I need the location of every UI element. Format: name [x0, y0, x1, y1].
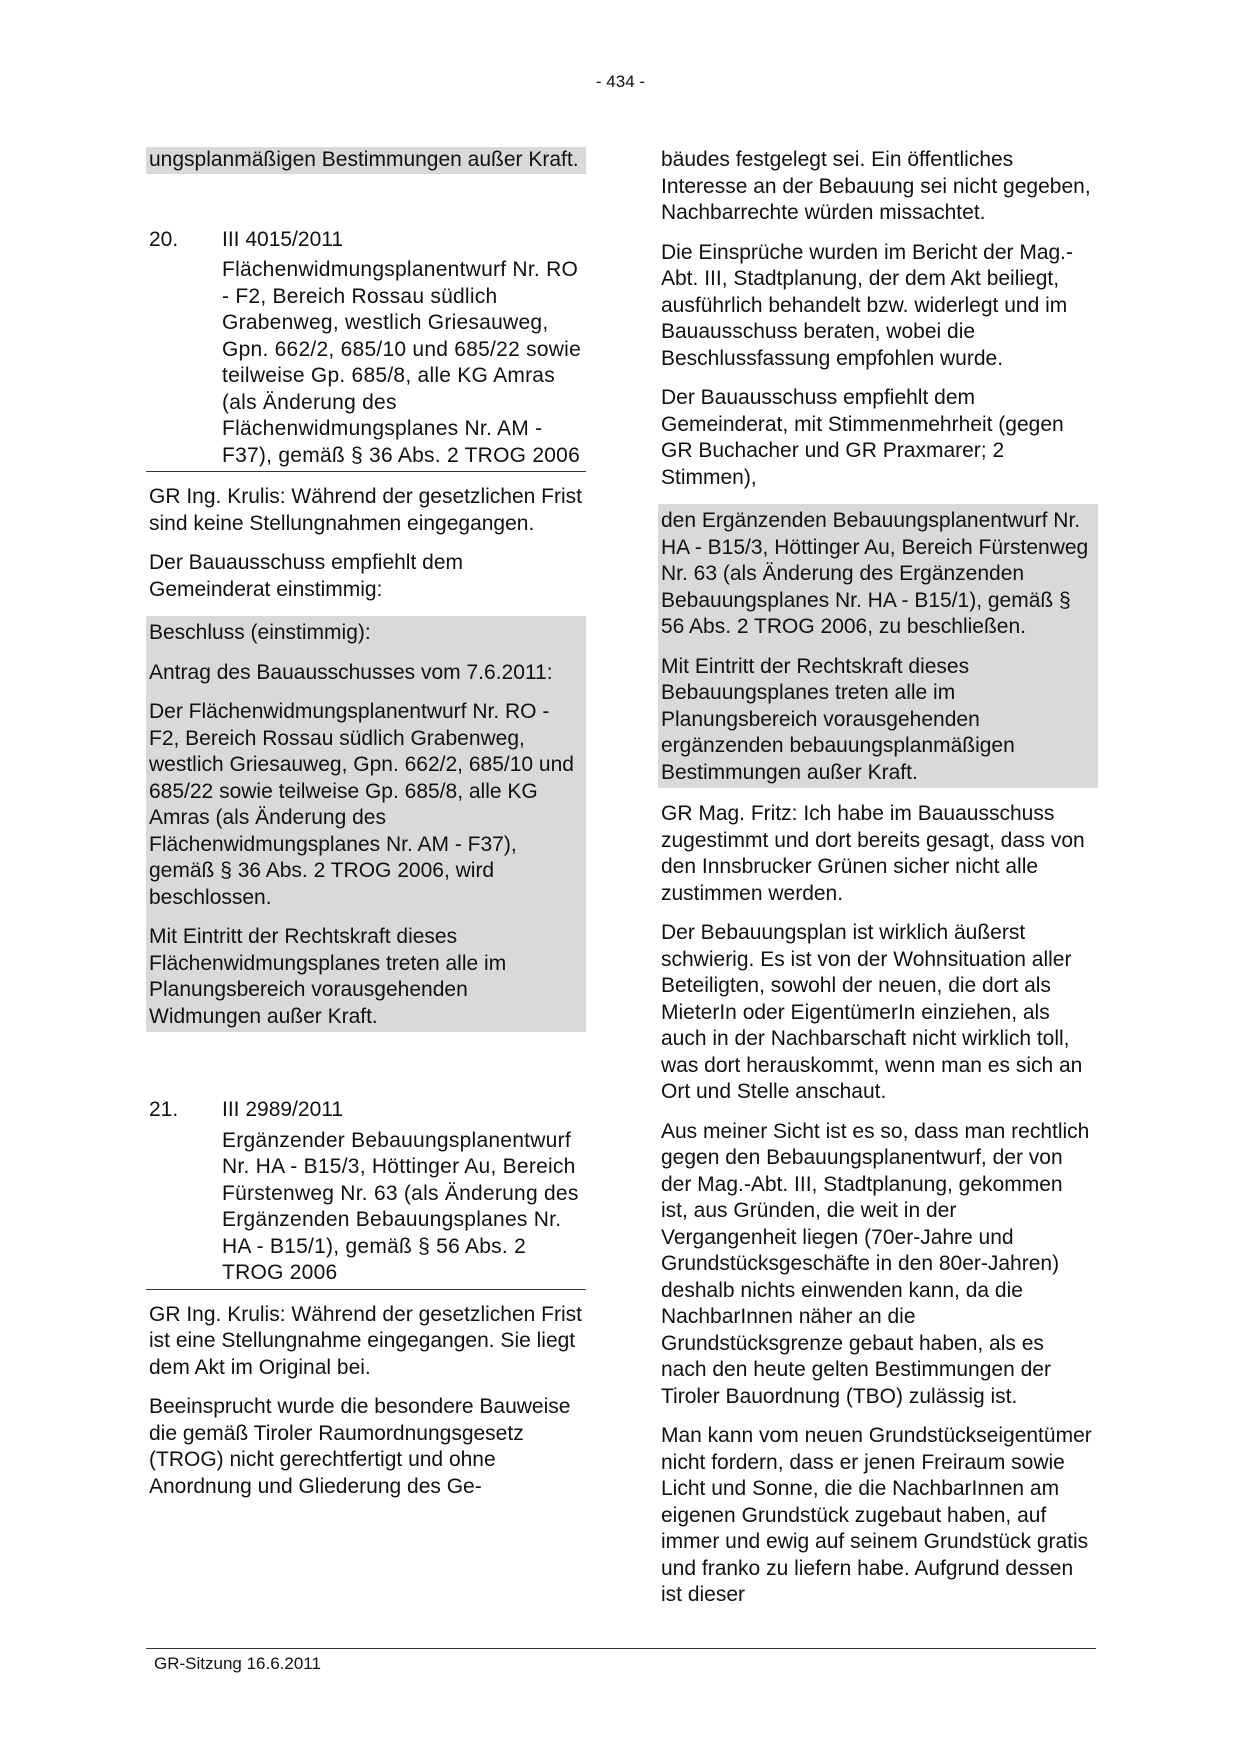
- resolution-text: Der Flächenwidmungsplanentwurf Nr. RO - F2, Bereich Rossau südlich Grabenweg, westlich Griesauweg, Gpn. 662/2, 685/10 und 685/22 sowie teilweise Gp. 685/8, alle KG Amras (als Änderung des Flächenwidmungsplanes Nr. AM - F37), gemäß § 36 Abs. 2 TROG 2006, wird beschlossen.: [149, 700, 574, 909]
- item-20-recommendation: Der Bauausschuss empfiehlt dem Gemeinderat einstimmig:: [149, 551, 463, 601]
- right-column: [658, 147, 1098, 1622]
- resolution-heading: Beschluss (einstimmig):: [149, 621, 371, 644]
- speech-fritz-2: Der Bebauungsplan ist wirklich äußerst schwierig. Es ist von der Wohnsituation aller Beteiligten, sowohl der neuen, die dort als MieterIn oder EigentümerIn einziehen, als auch in der Nachbarschaft nicht wirklich toll, was dort herauskommt, wenn man es sich an Ort und Stelle anschaut.: [661, 921, 1083, 1103]
- speech-fritz-1: GR Mag. Fritz: Ich habe im Bauausschuss zugestimmt und dort bereits gesagt, dass von den Innsbrucker Grünen sicher nicht alle zustimmen werden.: [661, 802, 1085, 905]
- agenda-item-20-number: 20.: [149, 227, 179, 251]
- page-number: - 434 -: [595, 72, 646, 91]
- objection-handling: Die Einsprüche wurden im Bericht der Mag.-Abt. III, Stadtplanung, der dem Akt beiliegt, ausführlich behandelt bzw. widerlegt und im Bauausschuss beraten, wobei die Beschlussfassung empfohlen wurde.: [661, 240, 1074, 370]
- footer-session-label: GR-Sitzung 16.6.2011: [154, 1654, 321, 1673]
- agenda-item-20: [146, 227, 586, 473]
- resolution-effect: Mit Eintritt der Rechtskraft dieses Flächenwidmungsplanes treten alle im Planungsbereich vorausgehenden Widmungen außer Kraft.: [149, 925, 507, 1028]
- agenda-item-20-title: Flächenwidmungsplanentwurf Nr. RO - F2, Bereich Rossau südlich Grabenweg, westlich Griesauweg, Gpn. 662/2, 685/10 und 685/22 sowie teilweise Gp. 685/8, alle KG Amras (als Änderung des Flächenwidmungsplanes Nr. AM - F37), gemäß § 36 Abs. 2 TROG 2006: [222, 258, 582, 467]
- resolution-text: den Ergänzenden Bebauungsplanentwurf Nr. HA - B15/3, Höttinger Au, Bereich Fürstenweg Nr. 63 (als Änderung des Ergänzenden Bebauungsplanes Nr. HA - B15/1), gemäß § 56 Abs. 2 TROG 2006, zu beschließen.: [661, 509, 1089, 638]
- agenda-item-21: [146, 1097, 586, 1290]
- agenda-item-21-header: [146, 1097, 586, 1124]
- item-21-resolution: [658, 504, 1098, 788]
- item-21-statement: GR Ing. Krulis: Während der gesetzlichen Frist ist eine Stellungnahme eingegangen. Sie liegt dem Akt im Original bei.: [149, 1302, 583, 1379]
- resolution-motion: Antrag des Bauausschusses vom 7.6.2011:: [149, 660, 553, 684]
- item-21-objection: Beeinsprucht wurde die besondere Bauweise die gemäß Tiroler Raumordnungsgesetz (TROG) nicht gerechtfertigt und ohne Anordnung und Gliederung des Ge-: [149, 1395, 571, 1498]
- item-20-statement: GR Ing. Krulis: Während der gesetzlichen Frist sind keine Stellungnahmen eingegangen.: [149, 485, 583, 535]
- speech-fritz-3: Aus meiner Sicht ist es so, dass man rechtlich gegen den Bebauungsplanentwurf, der von der Mag.-Abt. III, Stadtplanung, gekommen ist, aus Gründen, die weit in der Vergangenheit liegen (70er-Jahre und Grundstücksgeschäfte in den 80er-Jahren) deshalb nichts einwenden kann, da die NachbarInnen näher an die Grundstücksgrenze gebaut haben, als es nach den heute gelten Bestimmungen der Tiroler Bauordnung (TBO) zulässig ist.: [661, 1119, 1090, 1408]
- objection-continuation: bäudes festgelegt sei. Ein öffentliches Interesse an der Bebauung sei nicht gegeben, Nachbarrechte würden missachtet.: [661, 148, 1091, 224]
- item-20-resolution: [146, 616, 586, 1032]
- agenda-item-21-number: 21.: [149, 1098, 179, 1121]
- continued-fragment: ungsplanmäßigen Bestimmungen außer Kraft.: [146, 147, 586, 174]
- left-column: [146, 147, 586, 1513]
- resolution-effect: Mit Eintritt der Rechtskraft dieses Bebauungsplanes treten alle im Planungsbereich vorausgehenden ergänzenden bebauungsplanmäßigen Bestimmungen außer Kraft.: [661, 654, 1015, 784]
- agenda-item-21-title: Ergänzender Bebauungsplanentwurf Nr. HA - B15/3, Höttinger Au, Bereich Fürstenweg Nr. 63 (als Änderung des Ergänzenden Bebauungsplanes Nr. HA - B15/1), gemäß § 56 Abs. 2 TROG 2006: [222, 1128, 579, 1284]
- agenda-item-20-header: [146, 227, 586, 254]
- item-21-recommendation: Der Bauausschuss empfiehlt dem Gemeinderat, mit Stimmenmehrheit (gegen GR Buchacher und GR Praxmarer; 2 Stimmen),: [661, 386, 1064, 489]
- agenda-item-20-reference: III 4015/2011: [222, 227, 344, 251]
- footer-divider: [146, 1648, 1096, 1649]
- agenda-item-21-reference: III 2989/2011: [222, 1098, 344, 1121]
- speech-fritz-4: Man kann vom neuen Grundstückseigentümer nicht fordern, dass er jenen Freiraum sowie Licht und Sonne, die die NachbarInnen am eigenen Grundstück zugebaut haben, auf immer und ewig auf seinem Grundstück gratis und franko zu liefern habe. Aufgrund dessen ist dieser: [661, 1424, 1092, 1606]
